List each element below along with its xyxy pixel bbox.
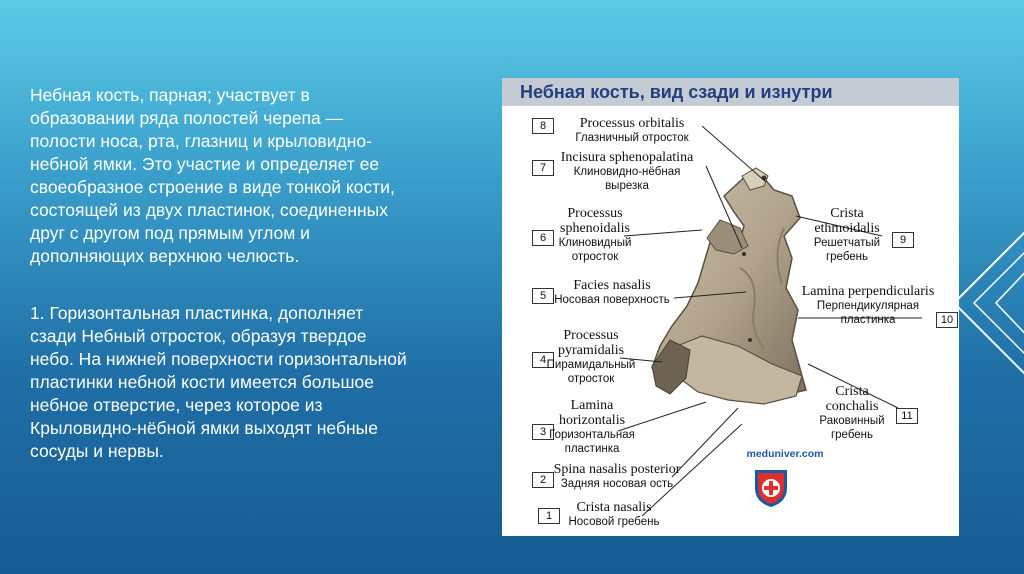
label-processus-sphenoidalis <box>550 206 640 264</box>
label-russian: Клиновидный отросток <box>558 237 632 263</box>
label-facies-nasalis <box>542 278 682 307</box>
label-number-2: 2 <box>532 472 554 488</box>
label-russian: Задняя носовая ость <box>560 478 674 490</box>
label-processus-orbitalis <box>557 116 707 145</box>
label-number-1: 1 <box>538 508 560 524</box>
label-russian: Глазничный отросток <box>575 132 689 144</box>
description-paragraph-2: 1. Горизонтальная пластинка, дополняет сзади Небный отросток, образуя твердое небо. На нижней поверхности горизонтальной пластинки небной кости имеется большое небное отверстие, через которое из Крыловидно-нёбной ямки выходят небные сосуды и нервы. <box>30 303 407 461</box>
label-latin: Lamina horizontalis <box>558 398 626 428</box>
label-latin: Processus pyramidalis <box>557 328 625 358</box>
label-number-10: 10 <box>936 312 958 328</box>
label-number-8: 8 <box>532 118 554 134</box>
label-number-6: 6 <box>532 230 554 246</box>
label-processus-pyramidalis <box>546 328 636 386</box>
label-lamina-perpendicularis <box>798 284 938 327</box>
label-latin: Incisura sphenopalatina <box>560 150 694 165</box>
label-number-7: 7 <box>532 160 554 176</box>
label-number-11: 11 <box>896 408 918 424</box>
label-spina-nasalis-posterior <box>532 462 702 491</box>
label-crista-nasalis <box>554 500 674 529</box>
label-russian: Решетчатый гребень <box>813 237 881 263</box>
label-number-4: 4 <box>532 352 554 368</box>
label-russian: Носовой гребень <box>568 516 660 528</box>
label-russian: Горизонтальная пластинка <box>549 429 635 455</box>
label-incisura-sphenopalatina <box>542 150 712 193</box>
palatine-bone-figure <box>502 78 959 536</box>
label-number-3: 3 <box>532 424 554 440</box>
label-latin: Lamina perpendicularis <box>801 284 935 299</box>
label-russian: Носовая поверхность <box>554 294 670 306</box>
label-latin: Crista ethmoidalis <box>814 206 880 236</box>
label-latin: Facies nasalis <box>573 278 651 293</box>
label-crista-ethmoidalis <box>802 206 892 264</box>
label-number-5: 5 <box>532 288 554 304</box>
label-latin: Spina nasalis posterior <box>553 462 681 477</box>
description-paragraph-1: Небная кость, парная; участвует в образовании ряда полостей черепа — полости носа, рта, глазниц и крыловидно-небной ямки. Это участие и определяет ее своеобразное строение в виде тонкой кости, состоящей из двух пластинок, соединенных друг с другом под прямым углом и дополняющих верхнюю челюсть. <box>30 85 395 266</box>
label-latin: Crista conchalis <box>825 384 879 414</box>
label-latin: Processus orbitalis <box>579 116 685 131</box>
label-russian: Пирамидальный отросток <box>546 359 636 385</box>
figure-title: Небная кость, вид сзади и изнутри <box>502 78 959 106</box>
label-number-9: 9 <box>892 232 914 248</box>
label-crista-conchalis <box>812 384 892 442</box>
label-russian: Перпендикулярная пластинка <box>816 300 920 326</box>
site-watermark: meduniver.com <box>746 448 824 460</box>
red-cross-shield-icon <box>753 466 789 508</box>
label-russian: Клиновидно-нёбная вырезка <box>573 166 681 192</box>
label-lamina-horizontalis <box>542 398 642 456</box>
label-latin: Processus sphenoidalis <box>560 206 630 236</box>
label-latin: Crista nasalis <box>576 500 652 515</box>
label-russian: Раковинный гребень <box>819 415 885 441</box>
